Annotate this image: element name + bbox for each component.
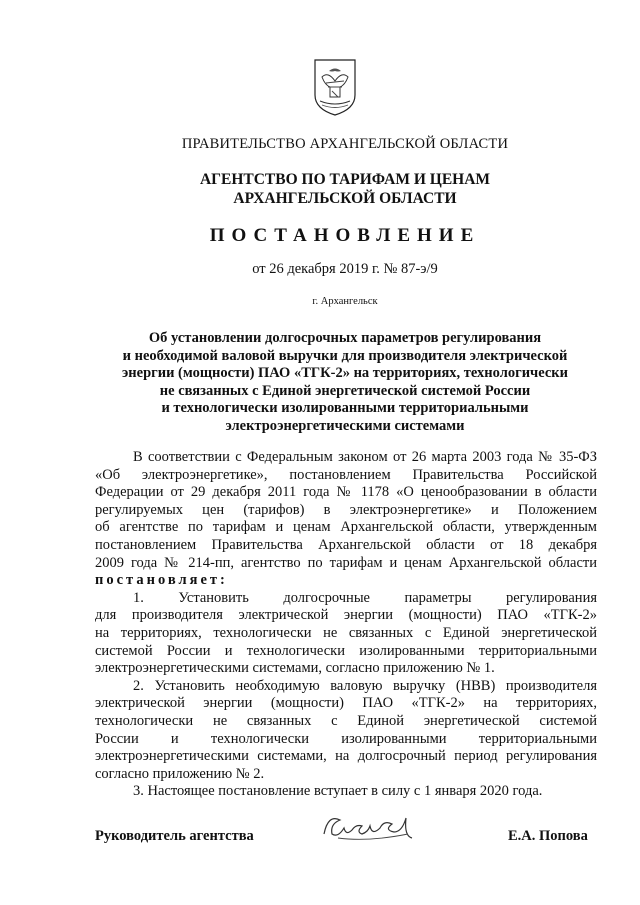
coat-of-arms-emblem — [312, 57, 358, 117]
subject-line: Об установлении долгосрочных параметров регулирования — [148, 330, 542, 346]
item2-line: 2. Установить необходимую валовую выручку (НВВ) производителя — [133, 677, 597, 694]
signatory-position: Руководитель агентства — [95, 828, 254, 844]
document-type-title: ПОСТАНОВЛЕНИЕ — [209, 225, 481, 246]
document-city: г. Архангельск — [312, 296, 378, 307]
item1-line: электроэнергетическими системами, согласно приложению № 1. — [95, 660, 495, 677]
handwritten-signature — [318, 808, 428, 848]
item1-line: 1. Установить долгосрочные параметры регулирования — [133, 589, 597, 606]
document-date-number: от 26 декабря 2019 г. № 87-э/9 — [252, 261, 438, 277]
subject-line: и технологически изолированными территориальными — [161, 400, 529, 417]
item1-line: на территориях, технологически не связанных с Единой энергетической — [95, 624, 597, 641]
signatory-name: Е.А. Попова — [508, 828, 588, 844]
subject-line: энергии (мощности) ПАО «ТГК-2» на территориях, технологически — [122, 365, 568, 382]
document-subject — [95, 330, 595, 436]
government-name: ПРАВИТЕЛЬСТВО АРХАНГЕЛЬСКОЙ ОБЛАСТИ — [181, 136, 509, 152]
subject-line: не связанных с Единой энергетической системой России — [159, 382, 531, 399]
item3-line: 3. Настоящее постановление вступает в силу с 1 января 2020 года. — [133, 783, 543, 800]
preamble-line: об агентстве по тарифам и ценам Архангельской области, утвержденным — [95, 519, 597, 536]
document-body — [95, 449, 597, 801]
item2-line: электрической энергии (мощности) ПАО «ТГК-2» на территориях, — [95, 695, 597, 712]
subject-line: электроэнергетическими системами — [225, 417, 465, 434]
subject-line: и необходимой валовой выручки для производителя электрической — [122, 347, 568, 364]
preamble-line: постановлением Правительства Архангельской области от 18 декабря — [95, 536, 597, 553]
preamble-line: регулируемых цен (тарифов) в электроэнергетике» и Положением — [95, 501, 597, 518]
agency-name-line1: АГЕНТСТВО ПО ТАРИФАМ И ЦЕНАМ — [199, 171, 491, 188]
item2-line: России и технологически изолированными территориальными — [95, 730, 597, 747]
preamble-line: 2009 года № 214-пп, агентство по тарифам и ценам Архангельской области — [95, 554, 597, 571]
agency-name — [0, 170, 640, 208]
decree-word: постановляет: — [95, 572, 228, 589]
item2-line: согласно приложению № 2. — [95, 765, 265, 782]
preamble-line: «Об электроэнергетике», постановлением Правительства Российской — [95, 466, 597, 483]
agency-name-line2: АРХАНГЕЛЬСКОЙ ОБЛАСТИ — [233, 190, 457, 207]
item2-line: электроэнергетическими системами, на долгосрочный период регулирования — [95, 748, 597, 765]
preamble-line: В соответствии с Федеральным законом от 26 марта 2003 года № 35-ФЗ — [133, 449, 597, 465]
item1-line: для производителя электрической энергии (мощности) ПАО «ТГК-2» — [95, 607, 597, 624]
preamble-line: Федерации от 29 декабря 2011 года № 1178 «О ценообразовании в области — [95, 484, 597, 501]
item2-line: технологически не связанных с Единой энергетической системой — [95, 712, 597, 729]
item1-line: системой России и технологически изолированными территориальными — [95, 642, 597, 659]
